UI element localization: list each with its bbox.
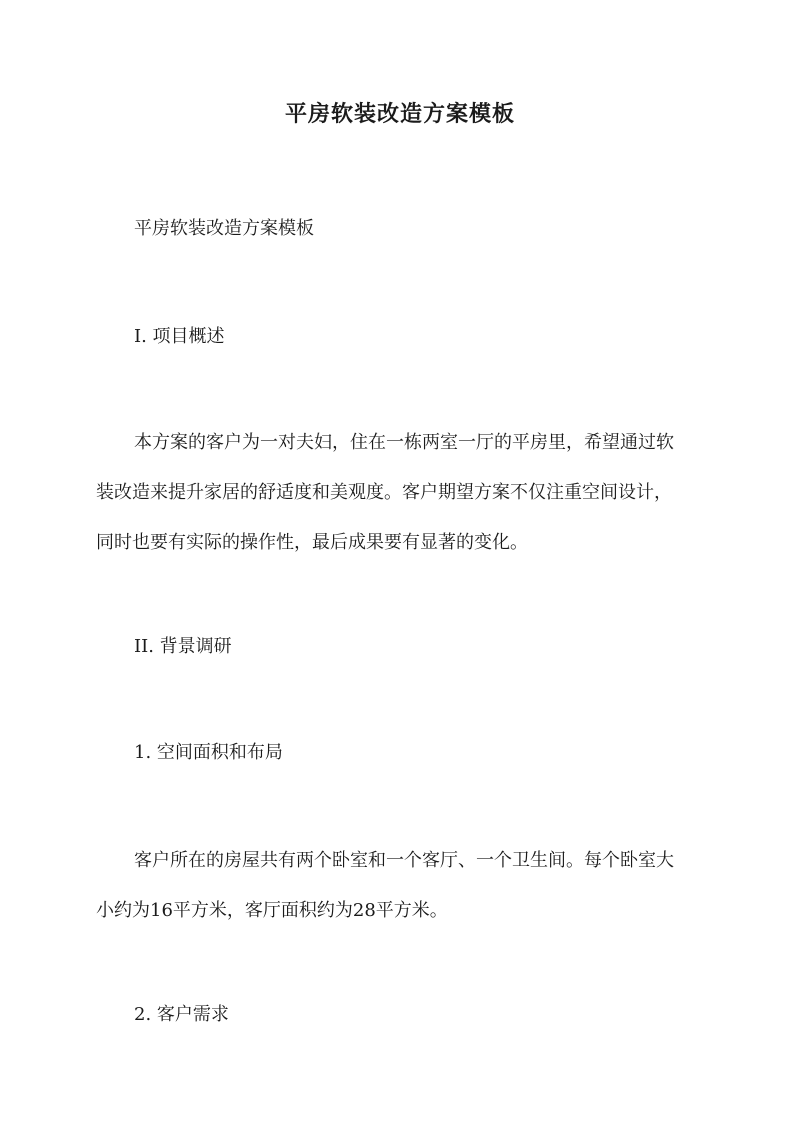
subsection-heading-needs: 2. 客户需求 (134, 1004, 229, 1025)
section-heading-overview: I. 项目概述 (134, 326, 225, 347)
document-subtitle: 平房软装改造方案模板 (134, 218, 314, 239)
space-paragraph-line-1: 客户所在的房屋共有两个卧室和一个客厅、一个卫生间。每个卧室大 (134, 850, 674, 871)
overview-paragraph-line-3: 同时也要有实际的操作性，最后成果要有显著的变化。 (96, 532, 528, 553)
overview-paragraph-line-2: 装改造来提升家居的舒适度和美观度。客户期望方案不仅注重空间设计， (96, 482, 672, 503)
section-heading-research: II. 背景调研 (134, 636, 232, 657)
document-title: 平房软装改造方案模板 (284, 101, 515, 127)
space-paragraph-line-2: 小约为16平方米，客厅面积约为28平方米。 (96, 900, 448, 921)
subsection-heading-space: 1. 空间面积和布局 (134, 742, 283, 763)
overview-paragraph-line-1: 本方案的客户为一对夫妇，住在一栋两室一厅的平房里，希望通过软 (134, 432, 674, 453)
